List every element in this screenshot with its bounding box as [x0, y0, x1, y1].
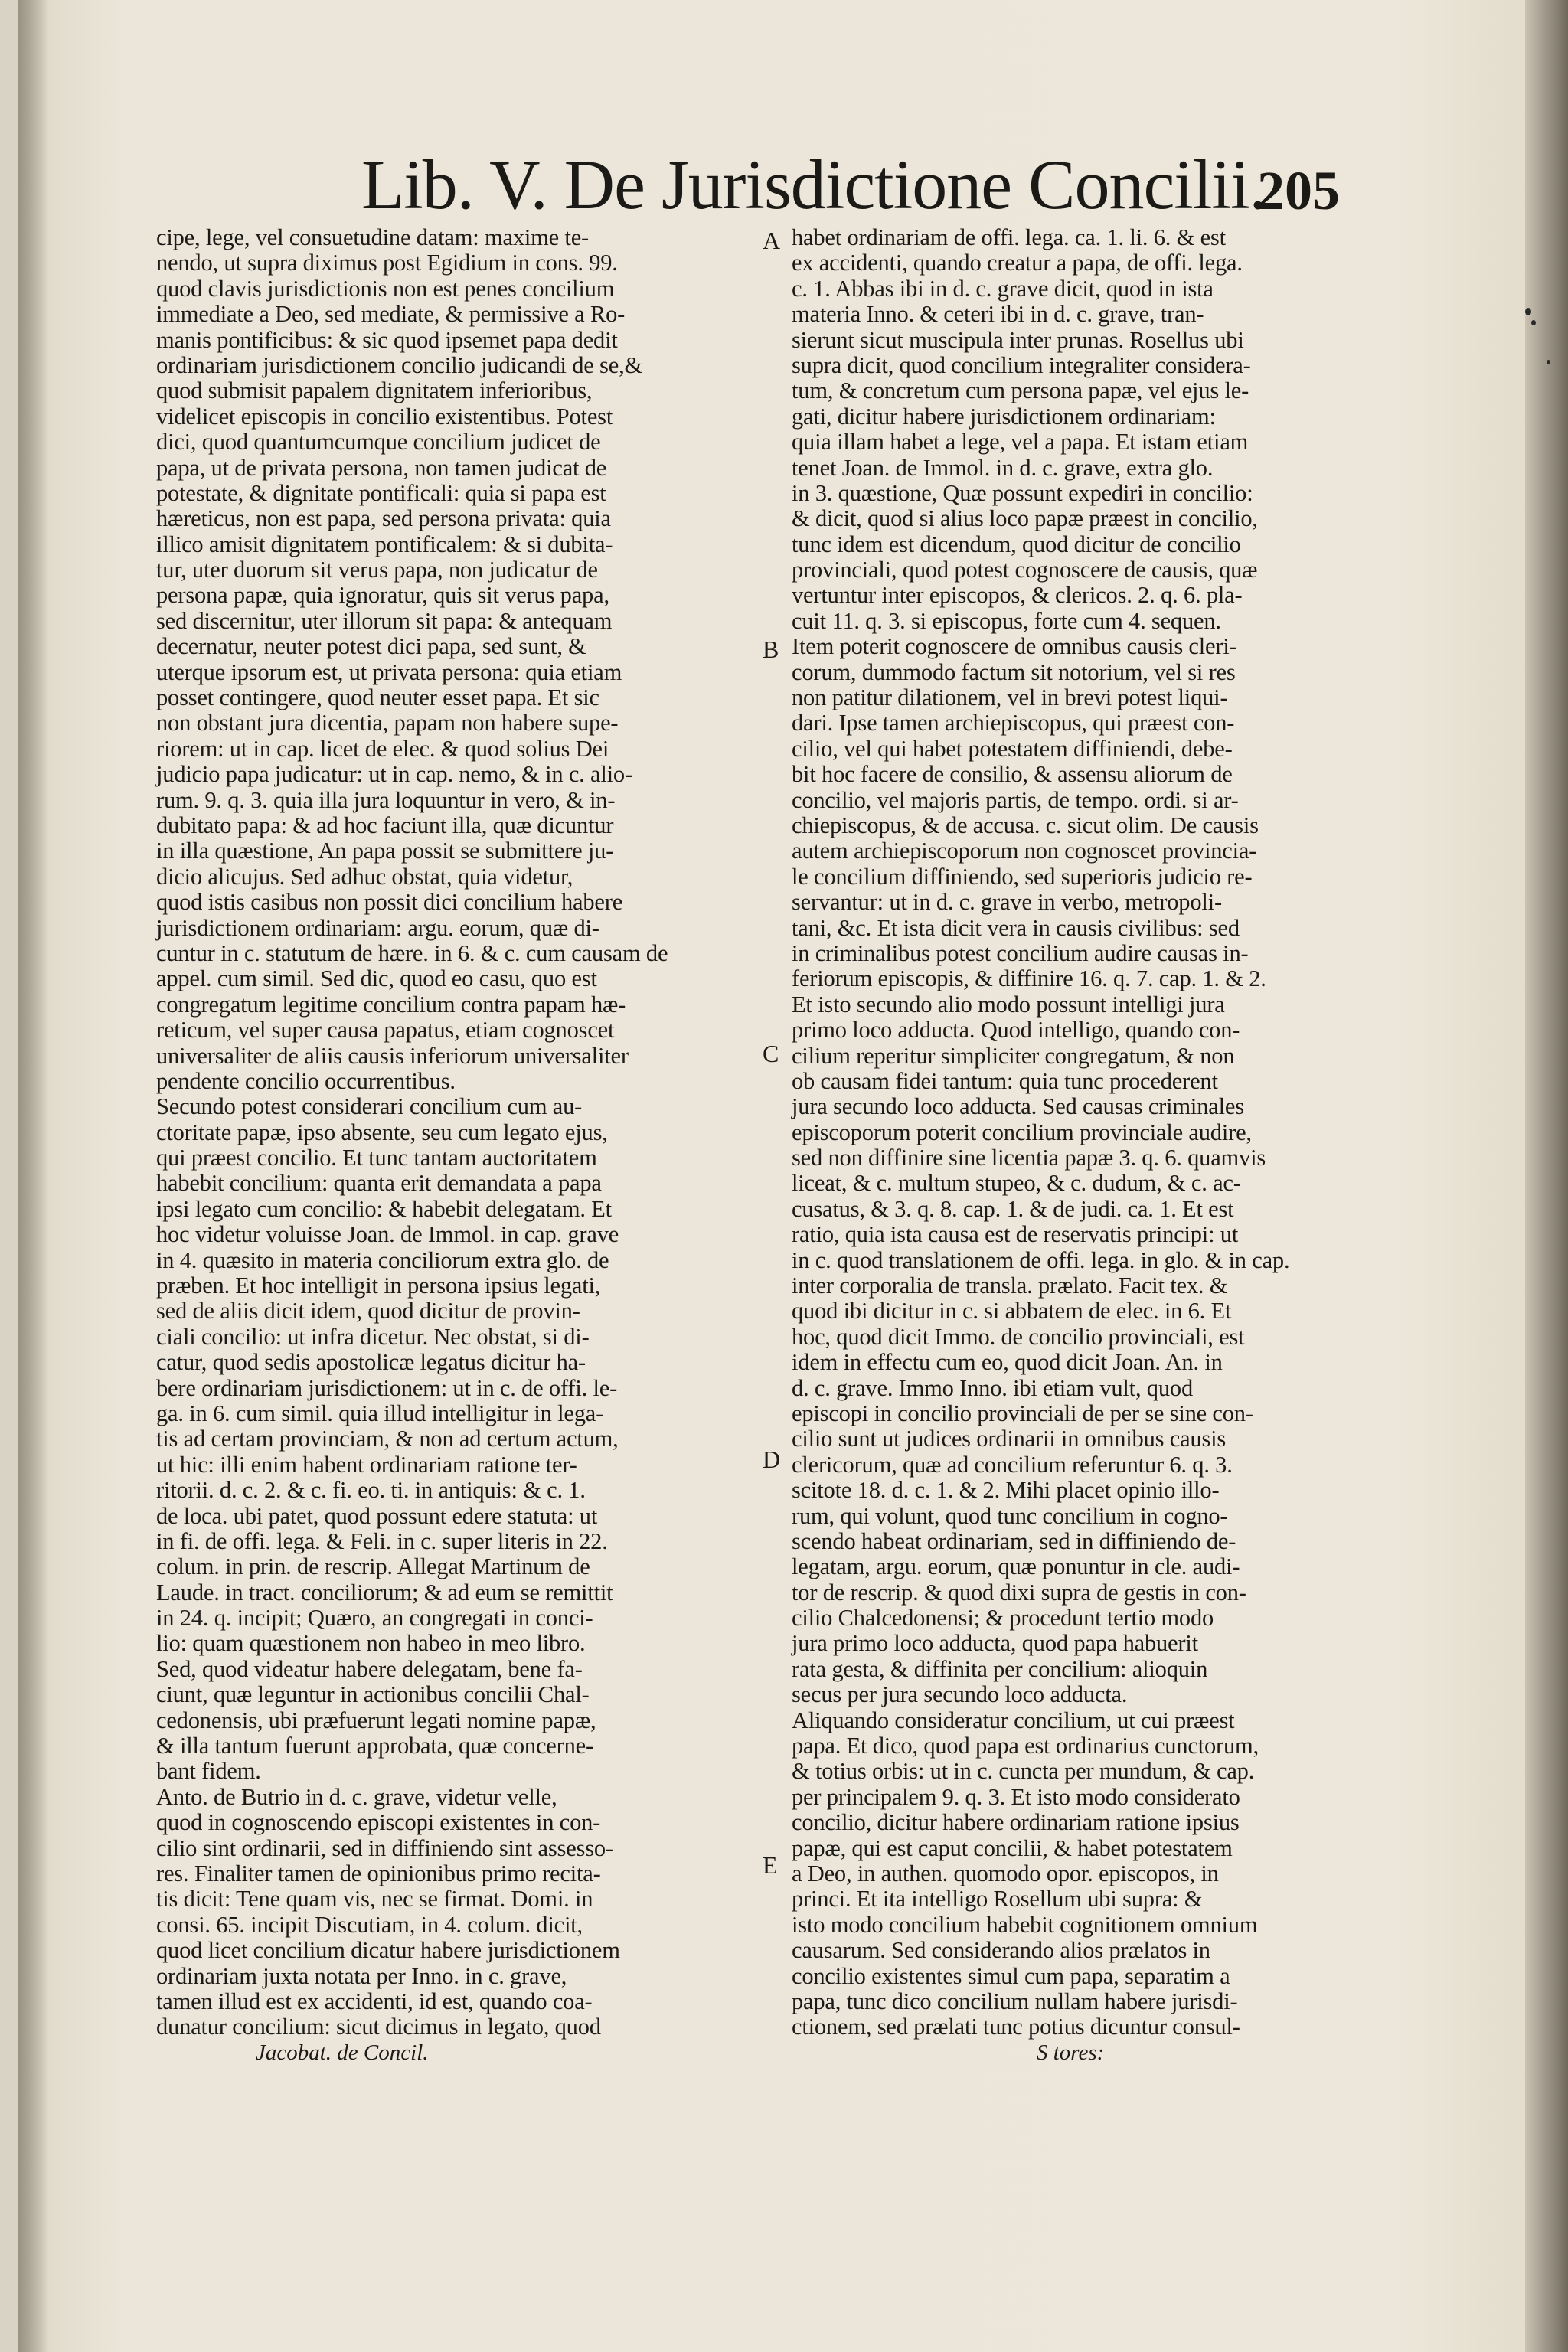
margin-letter-b: B	[763, 635, 779, 663]
right-column-text-line: jura primo loco adducta, quod papa habuerit	[792, 1630, 1198, 1657]
right-column-text-line: causarum. Sed considerando alios prælatos in	[792, 1937, 1210, 1964]
ink-spot	[1531, 320, 1536, 325]
right-column-text-line: jura secundo loco adducta. Sed causas criminales	[792, 1093, 1244, 1120]
left-column-text-line: universaliter de aliis causis inferiorum universaliter	[156, 1042, 629, 1069]
right-column-text-line: in c. quod translationem de offi. lega. in glo. & in cap.	[792, 1246, 1290, 1273]
right-column-text-line: episcopi in concilio provinciali de per se sine con-	[792, 1400, 1253, 1426]
left-column-text-line: illico amisit dignitatem pontificalem: & si dubita-	[156, 531, 613, 557]
right-column-text-line: hoc, quod dicit Immo. de concilio provinciali, est	[792, 1323, 1245, 1350]
left-column-text-line: manis pontificibus: & sic quod ipsemet papa dedit	[156, 326, 618, 353]
left-column-text-line: in illa quæstione, An papa possit se submittere ju-	[156, 838, 614, 864]
ink-spot	[1547, 360, 1550, 364]
right-column-text-line: quia illam habet a lege, vel a papa. Et istam etiam	[792, 429, 1249, 456]
left-column-text-line: res. Finaliter tamen de opinionibus primo recita-	[156, 1860, 601, 1886]
right-column-text-line: in 3. quæstione, Quæ possunt expediri in concilio:	[792, 479, 1253, 506]
right-column-text-line: tum, & concretum cum persona papæ, vel ejus le-	[792, 377, 1250, 404]
left-column-text-line: Anto. de Butrio in d. c. grave, videtur velle,	[156, 1783, 557, 1810]
left-column-text-line: dubitato papa: & ad hoc faciunt illa, quæ dicuntur	[156, 812, 614, 838]
left-column-text-line: videlicet episcopis in concilio existentibus. Potest	[156, 403, 613, 430]
left-column-text-line: in fi. de offi. lega. & Feli. in c. super literis in 22.	[156, 1527, 608, 1554]
left-column-catchword: Jacobat. de Concil.	[256, 2040, 429, 2065]
right-column-text-line: gati, dicitur habere jurisdictionem ordinariam:	[792, 403, 1216, 430]
right-column-text-line: supra dicit, quod concilium integraliter considera-	[792, 351, 1251, 378]
right-column-text-line: le concilium diffiniendo, sed superioris judicio re-	[792, 863, 1253, 890]
left-column-text-line: quod istis casibus non possit dici concilium habere	[156, 889, 623, 916]
left-column-text-line: cilio sint ordinarii, sed in diffiniendo sint assesso-	[156, 1834, 613, 1861]
left-column-text-line: dici, quod quantumcumque concilium judicet de	[156, 429, 601, 456]
left-column-text-line: congregatum legitime concilium contra papam hæ-	[156, 991, 626, 1018]
right-column-text-line: princi. Et ita intelligo Rosellum ubi supra: &	[792, 1886, 1203, 1913]
margin-letter-e: E	[763, 1851, 778, 1879]
right-column-text-line: sierunt sicut muscipula inter prunas. Rosellus ubi	[792, 326, 1244, 353]
right-column-text-line: idem in effectu cum eo, quod dicit Joan. An. in	[792, 1349, 1223, 1376]
left-column-text-line: bant fidem.	[156, 1758, 261, 1785]
right-column-catchword: S tores:	[1037, 2040, 1105, 2065]
left-column-text-line: hoc videtur voluisse Joan. de Immol. in cap. grave	[156, 1221, 619, 1248]
left-column-text-line: ritorii. d. c. 2. & c. fi. eo. ti. in antiquis: & c. 1.	[156, 1477, 586, 1504]
book-page	[18, 0, 1525, 2352]
right-column-text-line: concilio existentes simul cum papa, separatim a	[792, 1962, 1230, 1989]
right-column-text-line: ratio, quia ista causa est de reservatis principi: ut	[792, 1221, 1239, 1248]
right-column-text-line: sed non diffinire sine licentia papæ 3. q. 6. quamvis	[792, 1145, 1266, 1171]
right-column-text-line: cilium reperitur simpliciter congregatum, & non	[792, 1042, 1235, 1069]
right-column-text-line: & totius orbis: ut in c. cuncta per mundum, & cap.	[792, 1758, 1255, 1785]
right-column-text-line: ob causam fidei tantum: quia tunc procederent	[792, 1067, 1218, 1094]
margin-letter-c: C	[763, 1040, 779, 1067]
right-column-text-line: legatam, argu. eorum, quæ ponuntur in cle. audi-	[792, 1553, 1240, 1580]
left-column-text-line: in 24. q. incipit; Quæro, an congregati in conci-	[156, 1605, 593, 1632]
right-column-text-line: concilio, dicitur habere ordinariam ratione ipsius	[792, 1809, 1240, 1836]
left-column-text-line: lio: quam quæstionem non habeo in meo libro.	[156, 1630, 586, 1657]
right-column-text-line: tani, &c. Et ista dicit vera in causis civilibus: sed	[792, 914, 1240, 941]
right-column-text-line: rum, qui volunt, quod tunc concilium in cogno-	[792, 1502, 1228, 1529]
right-column-text-line: servantur: ut in d. c. grave in verbo, metropoli-	[792, 889, 1222, 916]
book-edge-shadow	[1524, 0, 1568, 2352]
right-column-text-line: primo loco adducta. Quod intelligo, quando con-	[792, 1017, 1240, 1044]
left-column-text-line: judicio papa judicatur: ut in cap. nemo, & in c. alio-	[156, 761, 632, 788]
right-column-text-line: rata gesta, & diffinita per concilium: alioquin	[792, 1655, 1208, 1682]
right-column-text-line: cilio sunt ut judices ordinarii in omnibus causis	[792, 1426, 1227, 1452]
left-column-text-line: uterque ipsorum est, ut privata persona: quia etiam	[156, 658, 622, 685]
left-column-text-line: immediate a Deo, sed mediate, & permissive a Ro-	[156, 301, 626, 328]
right-column-text-line: quod ibi dicitur in c. si abbatem de elec. in 6. Et	[792, 1298, 1232, 1325]
page-number: 205	[1257, 160, 1340, 221]
left-column-text-line: cedonensis, ubi præfuerunt legati nomine papæ,	[156, 1707, 596, 1733]
right-column-text-line: tenet Joan. de Immol. in d. c. grave, extra glo.	[792, 454, 1214, 481]
right-column-text-line: ctionem, sed prælati tunc potius dicuntur consul-	[792, 2014, 1240, 2040]
left-column-text-line: non obstant jura dicentia, papam non habere supe-	[156, 710, 619, 737]
left-column-text-line: quod submisit papalem dignitatem inferioribus,	[156, 377, 593, 404]
left-column-text-line: jurisdictionem ordinariam: argu. eorum, quæ di-	[156, 914, 599, 941]
left-column-text-line: tis ad certam provinciam, & non ad certum actum,	[156, 1426, 619, 1452]
running-title: Lib. V. De Jurisdictione Concilii.	[361, 145, 1266, 224]
right-column-text-line: papa. Et dico, quod papa est ordinarius cunctorum,	[792, 1733, 1259, 1759]
margin-letter-d: D	[763, 1446, 781, 1473]
left-column-text-line: ctoritate papæ, ipso absente, seu cum legato ejus,	[156, 1119, 608, 1145]
left-column-text-line: potestate, & dignitate pontificali: quia si papa est	[156, 479, 606, 506]
left-column-text-line: ordinariam jurisdictionem concilio judicandi de se,&	[156, 351, 643, 378]
right-column-text-line: Aliquando consideratur concilium, ut cui præest	[792, 1707, 1235, 1733]
right-column-text-line: isto modo concilium habebit cognitionem omnium	[792, 1911, 1258, 1938]
right-column-text-line: vertuntur inter episcopos, & clericos. 2. q. 6. pla-	[792, 582, 1243, 609]
right-column-text-line: autem archiepiscoporum non cognoscet provincia-	[792, 838, 1257, 864]
right-column-text-line: clericorum, quæ ad concilium referuntur 6. q. 3.	[792, 1451, 1233, 1478]
left-column-text-line: catur, quod sedis apostolicæ legatus dicitur ha-	[156, 1349, 586, 1376]
left-column-text-line: sed discernitur, uter illorum sit papa: & antequam	[156, 607, 612, 634]
right-column-text-line: Et isto secundo alio modo possunt intelligi jura	[792, 991, 1225, 1018]
right-column-text-line: a Deo, in authen. quomodo opor. episcopos, in	[792, 1860, 1219, 1886]
right-column-text-line: feriorum episcopis, & diffinire 16. q. 7. cap. 1. & 2.	[792, 965, 1266, 992]
left-column-text-line: quod in cognoscendo episcopi existentes in con-	[156, 1809, 601, 1836]
right-column-text-line: materia Inno. & ceteri ibi in d. c. grave, tran-	[792, 301, 1204, 328]
left-column-text-line: nendo, ut supra diximus post Egidium in cons. 99.	[156, 250, 618, 276]
page-gutter	[18, 0, 49, 2352]
left-column-text-line: decernatur, neuter potest dici papa, sed sunt, &	[156, 633, 586, 660]
margin-letter-a: A	[763, 227, 781, 254]
right-column-text-line: chiepiscopus, & de accusa. c. sicut olim. De causis	[792, 812, 1259, 838]
left-column-text-line: posset contingere, quod neuter esset papa. Et sic	[156, 684, 599, 711]
left-column-text-line: Sed, quod videatur habere delegatam, bene fa-	[156, 1655, 583, 1682]
right-column-text-line: episcoporum poterit concilium provinciale audire,	[792, 1119, 1252, 1145]
right-column	[792, 225, 1504, 2068]
right-column-text-line: non patitur dilationem, vel in brevi potest liqui-	[792, 684, 1228, 711]
left-column-text-line: cipe, lege, vel consuetudine datam: maxime te-	[156, 224, 589, 250]
left-column-text-line: quod licet concilium dicatur habere jurisdictionem	[156, 1937, 620, 1964]
left-column-text-line: pendente concilio occurrentibus.	[156, 1067, 456, 1094]
left-column-text-line: reticum, vel super causa papatus, etiam cognoscet	[156, 1017, 615, 1044]
left-column-text-line: appel. cum simil. Sed dic, quod eo casu, quo est	[156, 965, 597, 992]
right-column-text-line: cuit 11. q. 3. si episcopus, forte cum 4. sequen.	[792, 607, 1221, 634]
right-column-text-line: ex accidenti, quando creatur a papa, de offi. lega.	[792, 250, 1243, 276]
left-column-text-line: tur, uter duorum sit verus papa, non judicatur de	[156, 557, 598, 583]
left-column-text-line: ga. in 6. cum simil. quia illud intelligitur in lega-	[156, 1400, 604, 1426]
left-column	[156, 225, 868, 2068]
right-column-text-line: d. c. grave. Immo Inno. ibi etiam vult, quod	[792, 1374, 1193, 1401]
left-column-text-line: sed de aliis dicit idem, quod dicitur de provin-	[156, 1298, 580, 1325]
right-column-text-line: liceat, & c. multum stupeo, & c. dudum, & c. ac-	[792, 1170, 1241, 1197]
left-column-text-line: persona papæ, quia ignoratur, quis sit verus papa,	[156, 582, 609, 609]
right-column-text-line: Item poterit cognoscere de omnibus causis cleri-	[792, 633, 1237, 660]
left-column-text-line: hæreticus, non est papa, sed persona privata: quia	[156, 505, 611, 532]
right-column-text-line: per principalem 9. q. 3. Et isto modo considerato	[792, 1783, 1240, 1810]
right-column-text-line: habet ordinariam de offi. lega. ca. 1. li. 6. & est	[792, 224, 1226, 250]
left-column-text-line: consi. 65. incipit Discutiam, in 4. colum. dicit,	[156, 1911, 583, 1938]
left-column-text-line: quod clavis jurisdictionis non est penes concilium	[156, 275, 615, 302]
right-column-text-line: provinciali, quod potest cognoscere de causis, quæ	[792, 557, 1258, 583]
right-column-text-line: & dicit, quod si alius loco papæ præest in concilio,	[792, 505, 1258, 532]
left-column-text-line: colum. in prin. de rescrip. Allegat Martinum de	[156, 1553, 590, 1580]
left-column-text-line: cuntur in c. statutum de hære. in 6. & c. cum causam de	[156, 939, 668, 966]
right-column-text-line: cilio Chalcedonensi; & procedunt tertio modo	[792, 1605, 1214, 1632]
left-column-text-line: tamen illud est ex accidenti, id est, quando coa-	[156, 1988, 593, 2014]
right-column-text-line: c. 1. Abbas ibi in d. c. grave dicit, quod in ista	[792, 275, 1214, 302]
right-column-text-line: papæ, qui est caput concilii, & habet potestatem	[792, 1834, 1233, 1861]
left-column-text-line: dicio alicujus. Sed adhuc obstat, quia videtur,	[156, 863, 573, 890]
left-column-text-line: ciunt, quæ leguntur in actionibus concilii Chal-	[156, 1681, 590, 1708]
left-column-text-line: ipsi legato cum concilio: & habebit delegatam. Et	[156, 1195, 612, 1222]
left-column-text-line: tis dicit: Tene quam vis, nec se firmat. Domi. in	[156, 1886, 593, 1913]
left-column-text-line: qui præest concilio. Et tunc tantam auctoritatem	[156, 1145, 597, 1171]
left-column-text-line: & illa tantum fuerunt approbata, quæ concerne-	[156, 1733, 593, 1759]
right-column-text-line: bit hoc facere de consilio, & assensu aliorum de	[792, 761, 1233, 788]
left-column-text-line: dunatur concilium: sicut dicimus in legato, quod	[156, 2014, 601, 2040]
left-column-text-line: Secundo potest considerari concilium cum au-	[156, 1093, 583, 1120]
page-header	[361, 144, 1357, 236]
right-column-text-line: cusatus, & 3. q. 8. cap. 1. & de judi. ca. 1. Et est	[792, 1195, 1234, 1222]
right-column-text-line: in criminalibus potest concilium audire causas in-	[792, 939, 1249, 966]
left-column-text-line: in 4. quæsito in materia conciliorum extra glo. de	[156, 1246, 609, 1273]
right-column-text-line: cilio, vel qui habet potestatem diffiniendi, debe-	[792, 735, 1233, 762]
left-column-text-line: habebit concilium: quanta erit demandata a papa	[156, 1170, 602, 1197]
left-column-text-line: papa, ut de privata persona, non tamen judicat de	[156, 454, 607, 481]
left-column-text-line: de loca. ubi patet, quod possunt edere statuta: ut	[156, 1502, 598, 1529]
ink-spot	[1525, 308, 1531, 315]
left-column-text-line: riorem: ut in cap. licet de elec. & quod solius Dei	[156, 735, 609, 762]
right-column-text-line: tunc idem est dicendum, quod dicitur de concilio	[792, 531, 1241, 557]
left-column-text-line: ciali concilio: ut infra dicetur. Nec obstat, si di-	[156, 1323, 590, 1350]
right-column-text-line: inter corporalia de transla. prælato. Facit tex. &	[792, 1272, 1228, 1299]
left-column-text-line: ut hic: illi enim habent ordinariam ratione ter-	[156, 1451, 577, 1478]
left-column-text-line: Laude. in tract. conciliorum; & ad eum se remittit	[156, 1579, 613, 1606]
left-column-text-line: rum. 9. q. 3. quia illa jura loquuntur in vero, & in-	[156, 786, 616, 813]
right-column-text-line: scitote 18. d. c. 1. & 2. Mihi placet opinio illo-	[792, 1477, 1220, 1504]
right-column-text-line: scendo habeat ordinariam, sed in diffiniendo de-	[792, 1527, 1236, 1554]
left-column-text-line: ordinariam juxta notata per Inno. in c. grave,	[156, 1962, 567, 1989]
right-column-text-line: tor de rescrip. & quod dixi supra de gestis in con-	[792, 1579, 1246, 1606]
right-column-text-line: papa, tunc dico concilium nullam habere jurisdi-	[792, 1988, 1238, 2014]
left-column-text-line: bere ordinariam jurisdictionem: ut in c. de offi. le-	[156, 1374, 618, 1401]
right-column-text-line: corum, dummodo factum sit notorium, vel si res	[792, 658, 1236, 685]
right-column-text-line: secus per jura secundo loco adducta.	[792, 1681, 1128, 1708]
right-column-text-line: dari. Ipse tamen archiepiscopus, qui præest con-	[792, 710, 1235, 737]
right-column-text-line: concilio, vel majoris partis, de tempo. ordi. si ar-	[792, 786, 1239, 813]
left-column-text-line: præben. Et hoc intelligit in persona ipsius legati,	[156, 1272, 601, 1299]
